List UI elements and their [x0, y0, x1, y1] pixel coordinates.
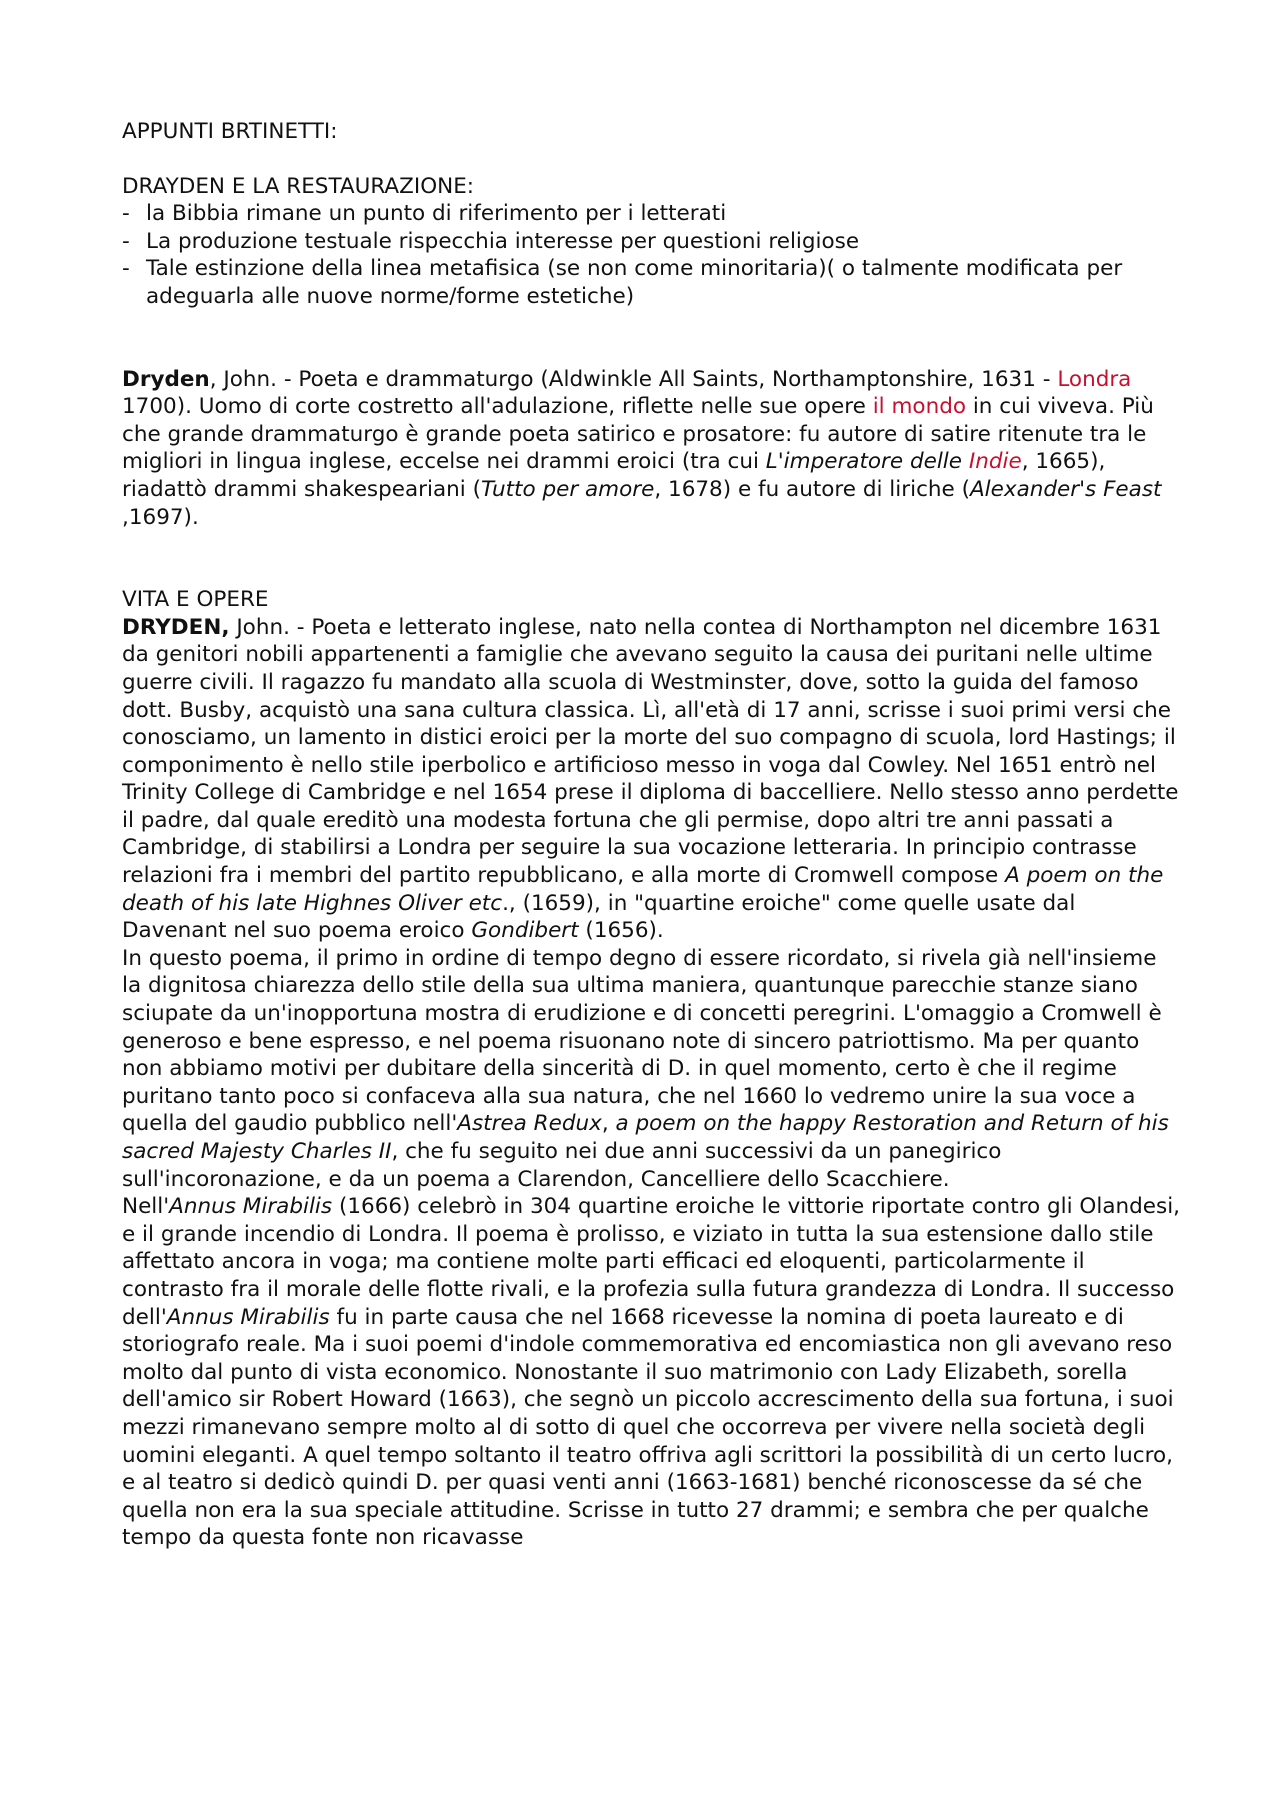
body-paragraph-3 — [122, 1193, 1182, 1552]
dash-bullet: - — [122, 228, 130, 254]
text-run: , che fu seguito nei due anni successivi da un panegirico sull'incoronazione, e da un poema a Clarendon, Cancelliere dello Scacchiere. — [122, 1139, 1002, 1192]
body-paragraph-1 — [122, 614, 1182, 945]
section-heading-vita-e-opere: VITA E OPERE — [122, 587, 269, 613]
italic-title: Astrea Redux — [457, 1111, 602, 1137]
text-run: Nell' — [122, 1194, 170, 1220]
body-paragraph-2 — [122, 945, 1182, 1193]
section-heading-restoration: DRAYDEN E LA RESTAURAZIONE: — [122, 173, 475, 199]
text-run: , 1665), riadattò drammi shakespeariani ( — [122, 449, 1106, 502]
list-item-text: La produzione testuale rispecchia interesse per questioni religiose — [146, 228, 860, 254]
text-run: (1656). — [578, 918, 664, 944]
text-run: In questo poema, il primo in ordine di tempo degno di essere ricordato, si rivela già nell'insieme la dignitosa chiarezza dello stile della sua ultima maniera, quantunque parecchie stanze siano sciupate da un'inopportuna mostra di erudizione e di concetti peregrini. L'omaggio a Cromwell è generoso e bene espresso, e nel poema risuonano note di sincero patriottismo. Ma per quanto non abbiamo motivi per dubitare della sincerità di D. in quel momento, certo è che il regime puritano tanto poco si confaceva alla sua natura, che nel 1660 lo vedremo unire la sua voce a quella del gaudio pubblico nell' — [122, 945, 1162, 1137]
dryden-name: DRYDEN, — [122, 614, 230, 640]
text-run: , 1678) e fu autore di liriche ( — [654, 476, 970, 502]
spacer — [122, 531, 1182, 586]
text-run: , — [601, 1111, 616, 1137]
highlight-indie: Indie — [968, 449, 1022, 475]
italic-title: a poem on the happy Restoration and Return of his sacred Majesty Charles II — [122, 1111, 1169, 1164]
highlight-londra: Londra — [1057, 366, 1132, 392]
text-run: ,1697). — [122, 504, 199, 530]
text-run: in cui viveva. Più che grande drammaturgo è grande poeta satirico e prosatore: fu autore di satire ritenute tra le migliori in lingua inglese, eccelse nei drammi eroici (tra cui — [122, 394, 1154, 475]
italic-title: A poem on the death of his late Highnes Oliver etc — [122, 863, 1164, 916]
italic-title: Annus Mirabilis — [166, 1304, 330, 1330]
list-item — [122, 200, 1182, 228]
list-item — [122, 255, 1182, 310]
document-page — [122, 118, 1182, 1552]
italic-title: Gondibert — [471, 918, 579, 944]
italic-title: Annus Mirabilis — [169, 1194, 333, 1220]
document-title: APPUNTI BRTINETTI: — [122, 119, 338, 144]
bullet-list — [122, 200, 1182, 310]
bio-name: Dryden — [122, 366, 210, 392]
italic-title: L'imperatore delle — [765, 449, 969, 475]
spacer — [122, 311, 1182, 366]
list-item — [122, 228, 1182, 256]
spacer — [122, 146, 1182, 173]
dash-bullet: - — [122, 201, 130, 227]
italic-title: Alexander's Feast — [969, 476, 1162, 502]
text-run: ., (1659), in "quartine eroiche" come quelle usate dal Davenant nel suo poema eroico — [122, 890, 1076, 944]
list-item-text: Tale estinzione della linea metafisica (se non come minoritaria)( o talmente modificata per adeguarla alle nuove norme/forme estetiche) — [146, 256, 1123, 309]
italic-title: Tutto per amore — [481, 476, 655, 502]
dash-bullet: - — [122, 256, 130, 282]
text-run: fu in parte causa che nel 1668 ricevesse la nomina di poeta laureato e di storiografo reale. Ma i suoi poemi d'indole commemorativa ed encomiastica non gli avevano reso molto dal punto di vista economico. Nonostante il suo matrimonio con Lady Elizabeth, sorella dell'amico sir Robert Howard (1663), che segnò un piccolo accrescimento della sua fortuna, i suoi mezzi rimanevano sempre molto al di sotto di quel che occorreva per vivere nella società degli uomini eleganti. A quel tempo soltanto il teatro offriva agli scrittori la possibilità di un certo lucro, e al teatro si dedicò quindi D. per quasi venti anni (1663-1681) benché riconoscesse da sé che quella non era la sua speciale attitudine. Scrisse in tutto 27 drammi; e sembra che per qualche tempo da questa fonte non ricavasse — [122, 1304, 1174, 1551]
bio-paragraph — [122, 366, 1182, 532]
text-run: 1700). Uomo di corte costretto all'adulazione, riflette nelle sue opere — [122, 394, 873, 420]
text-run: John. - Poeta e letterato inglese, nato nella contea di Northampton nel dicembre 1631 da genitori nobili appartenenti a famiglie che avevano seguito la causa dei puritani nelle ultime guerre civili. Il ragazzo fu mandato alla scuola di Westminster, dove, sotto la guida del famoso dott. Busby, acquistò una sana cultura classica. Lì, all'età di 17 anni, scrisse i suoi primi versi che conosciamo, un lamento in distici eroici per la morte del suo compagno di scuola, lord Hastings; il componimento è nello stile iperbolico e artificioso messo in voga dal Cowley. Nel 1651 entrò nel Trinity College di Cambridge e nel 1654 prese il diploma di baccelliere. Nello stesso anno perdette il padre, dal quale ereditò una modesta fortuna che gli permise, dopo altri tre anni passati a Cambridge, di stabilirsi a Londra per seguire la sua vocazione letteraria. In principio contrasse relazioni fra i membri del partito repubblicano, e alla morte di Cromwell compose — [122, 614, 1179, 889]
list-item-text: la Bibbia rimane un punto di riferimento per i letterati — [146, 201, 727, 227]
text-run: (1666) celebrò in 304 quartine eroiche le vittorie riportate contro gli Olandesi, e il grande incendio di Londra. Il poema è prolisso, e viziato in tutta la sua estensione dallo stile affettato ancora in voga; ma contiene molte parti efficaci ed eloquenti, particolarmente il contrasto fra il morale delle flotte rivali, e la profezia sulla futura grandezza di Londra. Il successo dell' — [122, 1194, 1181, 1330]
highlight-il-mondo: il mondo — [872, 394, 966, 420]
text-run: , John. - Poeta e drammaturgo (Aldwinkle All Saints, Northamptonshire, 1631 - — [209, 366, 1058, 392]
